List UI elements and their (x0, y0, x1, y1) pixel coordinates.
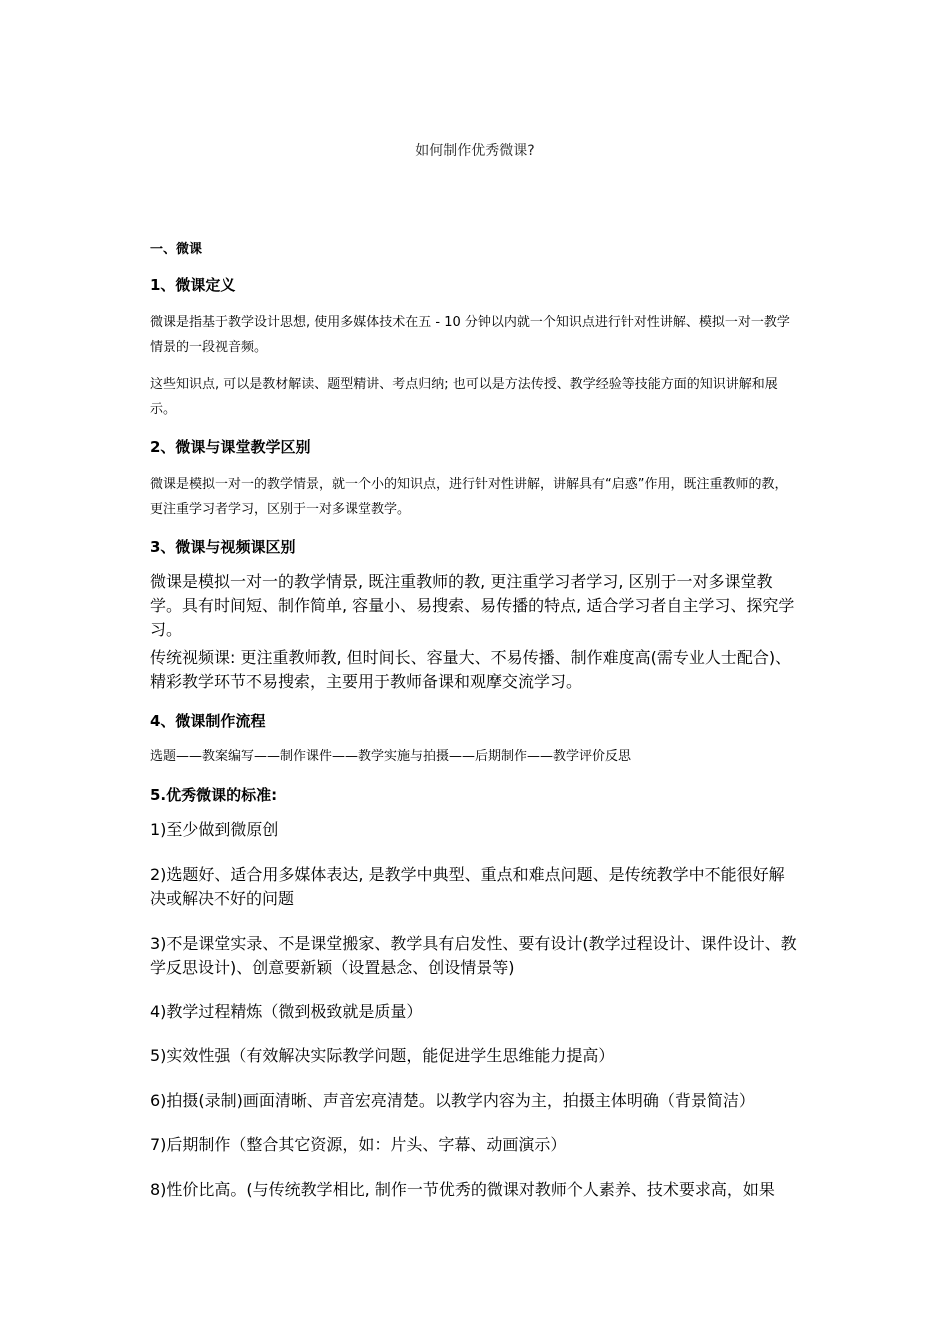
standard-item-7: 7)后期制作（整合其它资源，如：片头、字幕、动画演示） (150, 1135, 567, 1154)
heading-classroom-difference: 2、微课与课堂教学区别 (150, 438, 311, 456)
standard-item-3: 3)不是课堂实录、不是课堂搬家、教学具有启发性、要有设计(教学过程设计、课件设计、教学反思设计)、创意要新颖（设置悬念、创设情景等) (150, 934, 797, 977)
standard-item-6: 6)拍摄(录制)画面清晰、声音宏亮清楚。以教学内容为主，拍摄主体明确（背景简洁） (150, 1091, 755, 1110)
video-difference-paragraph-1: 微课是模拟一对一的教学情景, 既注重教师的教, 更注重学习者学习, 区别于一对多课堂教学。具有时间短、制作简单, 容量小、易搜索、易传播的特点, 适合学习者自主学习、探究学习。 (150, 572, 795, 639)
heading-video-difference: 3、微课与视频课区别 (150, 538, 296, 556)
standard-item-1: 1)至少做到微原创 (150, 820, 279, 839)
standard-item-2: 2)选题好、适合用多媒体表达, 是教学中典型、重点和难点问题、是传统教学中不能很好解决或解决不好的问题 (150, 865, 785, 908)
standard-item-8: 8)性价比高。(与传统教学相比, 制作一节优秀的微课对教师个人素养、技术要求高，如果 (150, 1180, 775, 1199)
heading-standards: 5.优秀微课的标准: (150, 786, 278, 804)
classroom-difference-paragraph: 微课是模拟一对一的教学情景，就一个小的知识点，进行针对性讲解，讲解具有“启惑”作用，既注重教师的教，更注重学习者学习，区别于一对多课堂教学。 (150, 477, 788, 517)
process-flow: 选题——教案编写——制作课件——教学实施与拍摄——后期制作——教学评价反思 (150, 749, 632, 764)
document-title: 如何制作优秀微课? (415, 143, 535, 159)
section-heading-weike: 一、微课 (150, 242, 203, 257)
definition-paragraph-2: 这些知识点, 可以是教材解读、题型精讲、考点归纳; 也可以是方法传授、教学经验等技能方面的知识讲解和展示。 (150, 377, 778, 417)
definition-paragraph-1: 微课是指基于教学设计思想, 使用多媒体技术在五 - 10 分钟以内就一个知识点进行针对性讲解、模拟一对一教学情景的一段视音频。 (150, 315, 790, 355)
standard-item-4: 4)教学过程精炼（微到极致就是质量） (150, 1002, 423, 1021)
video-difference-paragraph-2: 传统视频课: 更注重教师教, 但时间长、容量大、不易传播、制作难度高(需专业人士配合)、精彩教学环节不易搜索，主要用于教师备课和观摩交流学习。 (150, 648, 792, 691)
heading-process: 4、微课制作流程 (150, 712, 266, 730)
heading-definition: 1、微课定义 (150, 276, 236, 294)
standard-item-5: 5)实效性强（有效解决实际教学问题，能促进学生思维能力提高） (150, 1046, 615, 1065)
